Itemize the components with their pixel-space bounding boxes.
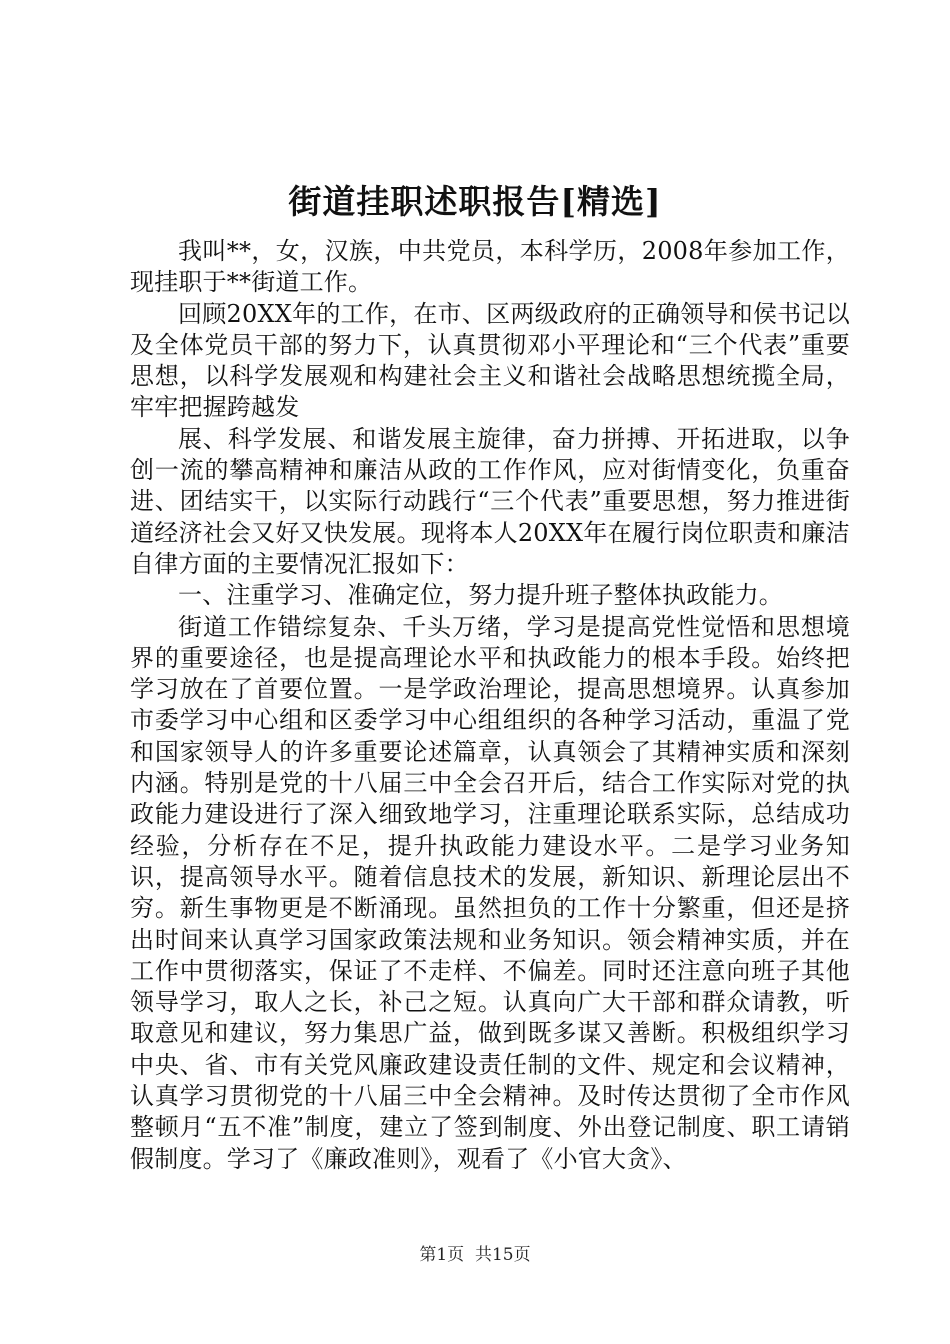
section-heading: 一、注重学习、准确定位，努力提升班子整体执政能力。	[178, 581, 783, 610]
document-title: 街道挂职述职报告[精选]	[288, 182, 662, 221]
body-paragraph: 回顾20XX年的工作，在市、区两级政府的正确领导和侯书记以及全体党员干部的努力下，认真贯彻邓小平理论和“三个代表”重要思想，以科学发展观和构建社会主义和谐社会战略思想统揽全局，牢牢把握跨越发	[130, 299, 850, 422]
page-indicator: 第1页 共15页	[419, 1245, 531, 1265]
body-paragraph: 街道工作错综复杂、千头万绪，学习是提高党性觉悟和思想境界的重要途径，也是提高理论水平和执政能力的根本手段。始终把学习放在了首要位置。一是学政治理论，提高思想境界。认真参加市委学习中心组和区委学习中心组组织的各种学习活动，重温了党和国家领导人的许多重要论述篇章，认真领会了其精神实质和深刻内涵。特别是党的十八届三中全会召开后，结合工作实际对党的执政能力建设进行了深入细致地学习，注重理论联系实际，总结成功经验，分析存在不足，提升执政能力建设水平。二是学习业务知识，提高领导水平。随着信息技术的发展，新知识、新理论层出不穷。新生事物更是不断涌现。虽然担负的工作十分繁重，但还是挤出时间来认真学习国家政策法规和业务知识。领会精神实质，并在工作中贯彻落实，保证了不走样、不偏差。同时还注意向班子其他领导学习，取人之长，补己之短。认真向广大干部和群众请教，听取意见和建议，努力集思广益，做到既多谋又善断。积极组织学习中央、省、市有关党风廉政建设责任制的文件、规定和会议精神，认真学习贯彻党的十八届三中全会精神。及时传达贯彻了全市作风整顿月“五不准”制度，建立了签到制度、外出登记制度、职工请销假制度。学习了《廉政准则》，观看了《小官大贪》、	[130, 612, 850, 1173]
body-paragraph: 我叫**，女，汉族，中共党员，本科学历，2008年参加工作，现挂职于**街道工作。	[130, 237, 850, 297]
document-body	[130, 236, 850, 1175]
body-paragraph: 展、科学发展、和谐发展主旋律，奋力拼搏、开拓进取，以争创一流的攀高精神和廉洁从政的工作作风，应对街情变化，负重奋进、团结实干，以实际行动践行“三个代表”重要思想，努力推进街道经济社会又好又快发展。现将本人20XX年在履行岗位职责和廉洁自律方面的主要情况汇报如下：	[130, 424, 850, 578]
